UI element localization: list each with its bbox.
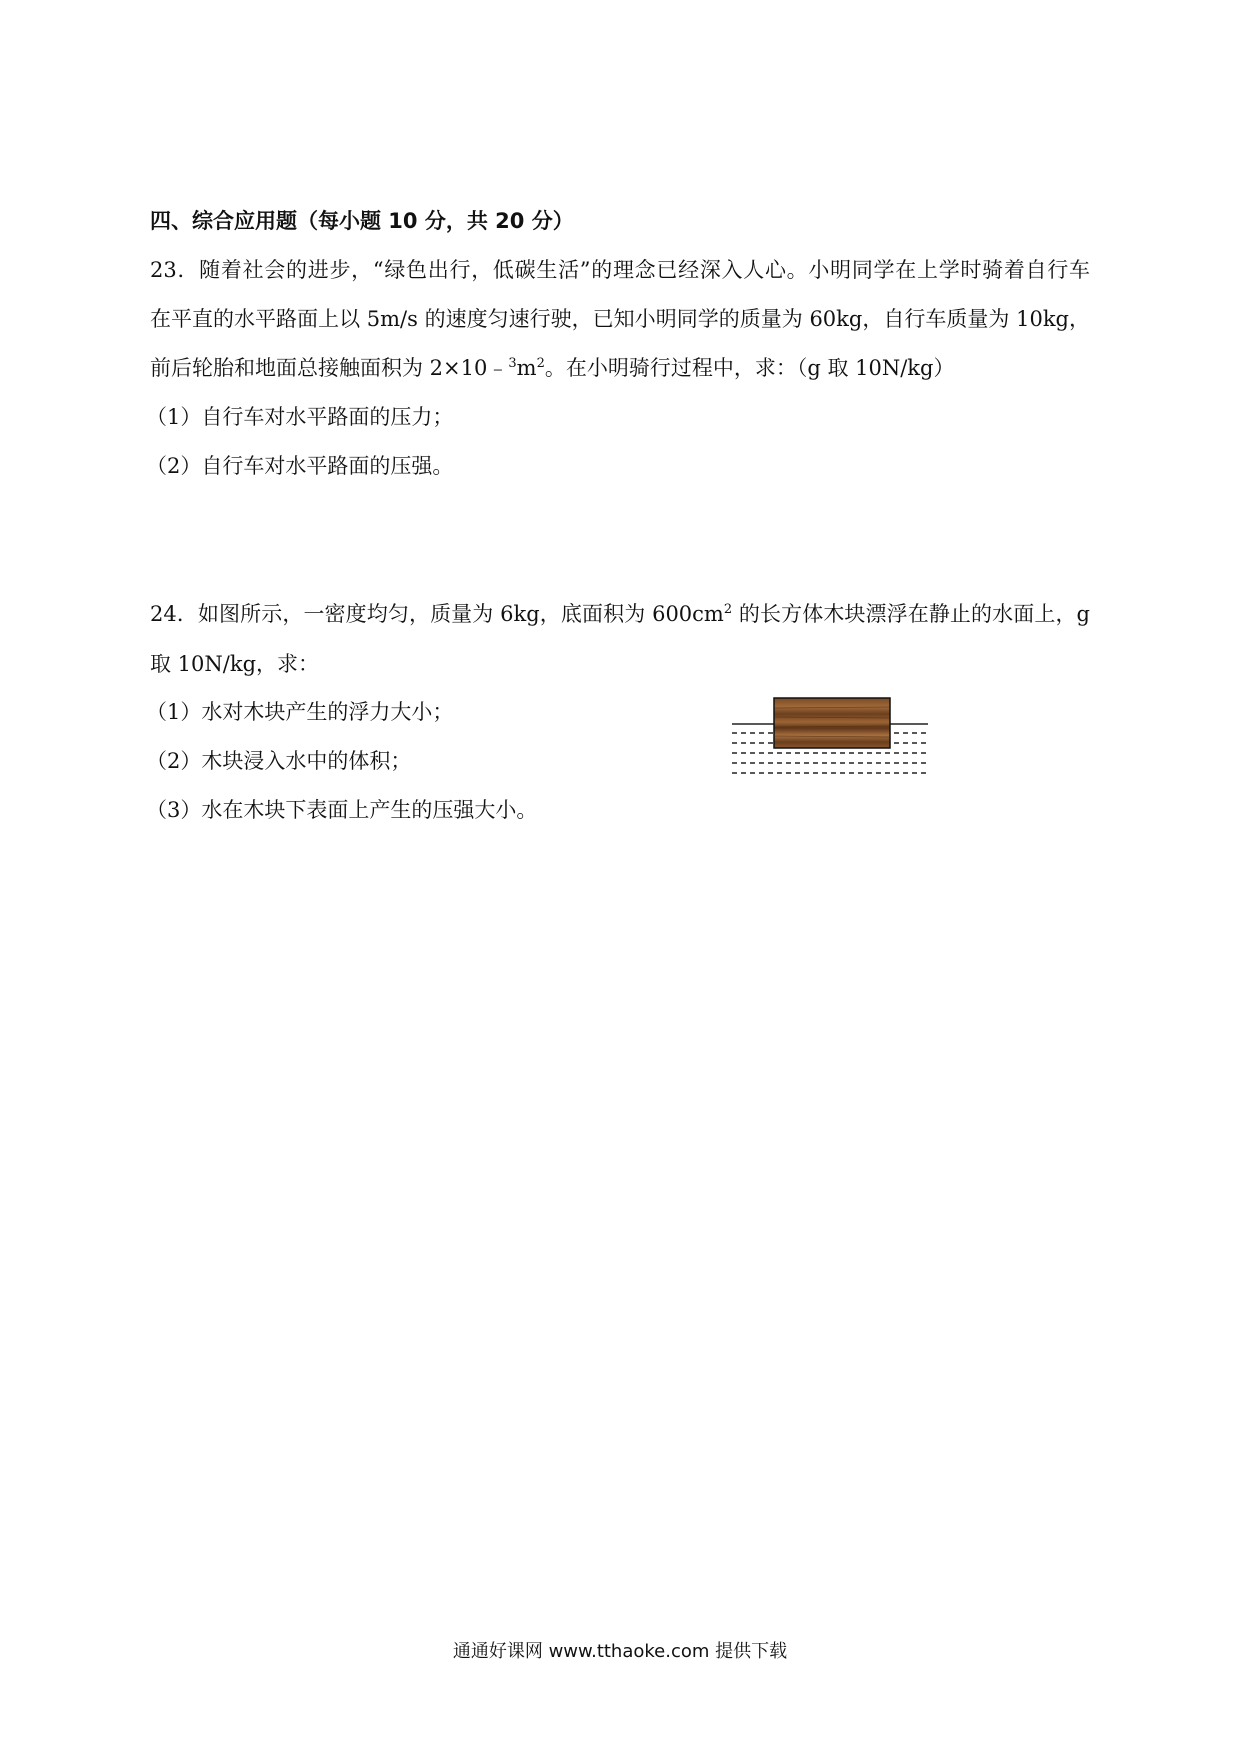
q23-sub-question-1: （1）自行车对水平路面的压力；: [146, 405, 454, 429]
q23-line-3: [150, 354, 954, 382]
footer-credit: 通通好课网 www.tthaoke.com 提供下载: [452, 1641, 788, 1662]
section-heading: 四、综合应用题（每小题 10 分，共 20 分）: [150, 209, 574, 233]
q24-sub-question-2: （2）木块浸入水中的体积；: [146, 749, 412, 773]
q24-line-1-exponent: 2: [723, 602, 733, 617]
q23-line-2: 在平直的水平路面上以 5m/s 的速度匀速行驶，已知小明同学的质量为 60kg，自行车质量为 10kg，: [150, 307, 1090, 331]
wooden-block: [774, 698, 890, 748]
q23-line-3-before: 前后轮胎和地面总接触面积为 2×10﹣: [150, 356, 509, 380]
q24-line-1-after: 的长方体木块漂浮在静止的水面上，g: [732, 602, 1090, 626]
q23-line-3-exponent: 3: [508, 356, 517, 371]
floating-block-figure: [730, 690, 930, 782]
q23-line-1: 23．随着社会的进步，“绿色出行，低碳生活”的理念已经深入人心。小明同学在上学时骑着自行车: [150, 258, 1090, 282]
q23-line-3-unit: m: [516, 356, 537, 380]
q24-sub-question-1: （1）水对木块产生的浮力大小；: [146, 700, 454, 724]
q23-sub-question-2: （2）自行车对水平路面的压强。: [146, 454, 454, 478]
q23-line-3-after: 。在小明骑行过程中，求：（g 取 10N/kg）: [544, 356, 955, 380]
q23-line-3-unit-exponent: 2: [536, 356, 545, 371]
q24-line-1-before: 24．如图所示，一密度均匀，质量为 6kg，底面积为 600cm: [150, 602, 724, 626]
q24-sub-question-3: （3）水在木块下表面上产生的压强大小。: [146, 798, 538, 822]
q24-line-2: 取 10N/kg，求：: [150, 652, 320, 676]
q24-line-1: [150, 600, 1090, 628]
